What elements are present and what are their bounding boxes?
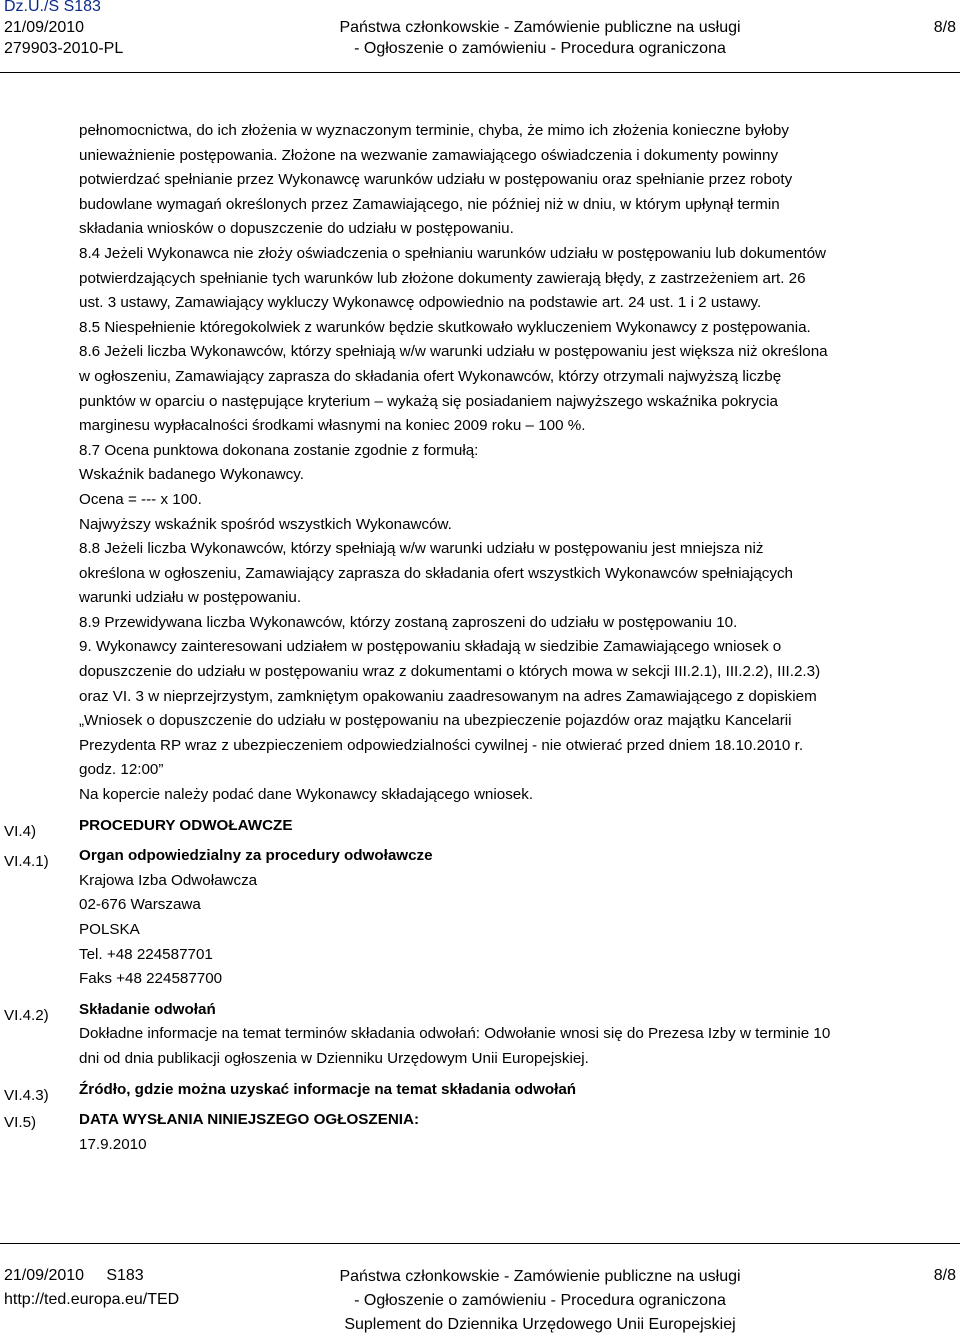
body-line: potwierdzać spełnianie przez Wykonawcę warunków udziału w postępowaniu oraz spełnianie przez roboty: [79, 171, 793, 189]
body-line: składania wniosków o dopuszczenie do udziału w postępowaniu.: [79, 220, 514, 238]
page-header: [0, 0, 960, 72]
body-line: dopuszczenie do udziału w postępowaniu wraz z dokumentami o których mowa w sekcji III.2.1), III.2.2), III.2.3): [79, 663, 821, 681]
header-title: [300, 17, 780, 59]
body-line: 8.9 Przewidywana liczba Wykonawców, którzy zostaną zaproszeni do udziału w postępowaniu 10.: [79, 613, 738, 631]
header-left: [4, 0, 123, 59]
body-line: pełnomocnictwa, do ich złożenia w wyznaczonym terminie, chyba, że mimo ich złożenia konieczne byłoby: [79, 122, 789, 139]
header-title-line2: - Ogłoszenie o zamówieniu - Procedura ograniczona: [354, 40, 726, 57]
section-label-vi5: VI.5): [4, 1114, 37, 1131]
journal-ref: Dz.U./S S183: [4, 0, 101, 15]
section-title-vi4: PROCEDURY ODWOŁAWCZE: [79, 816, 293, 834]
body-line: punktów w oparciu o następujące kryterium – wykażą się posiadaniem najwyższego wskaźnika pokrycia: [79, 392, 778, 410]
body-line: Najwyższy wskaźnik spośród wszystkich Wykonawców.: [79, 515, 452, 533]
page-footer: [0, 1243, 960, 1334]
section-label-vi4: VI.4): [4, 823, 37, 840]
body-line: budowlane wymagań określonych przez Zamawiającego, nie później niż w dniu, w którym upłynął termin: [79, 195, 780, 213]
footer-title-line1: Państwa członkowskie - Zamówienie publiczne na usługi: [339, 1268, 741, 1285]
body-line: Ocena = --- x 100.: [79, 490, 202, 508]
dispatch-date: 17.9.2010: [79, 1135, 147, 1153]
body-line: 8.4 Jeżeli Wykonawca nie złoży oświadczenia o spełnianiu warunków udziału w postępowaniu lub dokumentów: [79, 244, 826, 262]
appeal-body-phone: Tel. +48 224587701: [79, 945, 213, 963]
body-line: godz. 12:00”: [79, 761, 164, 779]
body-line: 8.8 Jeżeli liczba Wykonawców, którzy spełniają w/w warunki udziału w postępowaniu jest mniejsza niż: [79, 540, 764, 558]
header-page-number: 8/8: [933, 19, 956, 36]
section-title-vi42: Składanie odwołań: [79, 1000, 216, 1018]
body-line: określona w ogłoszeniu, Zamawiający zaprasza do składania ofert wszystkich Wykonawców spełniających: [79, 564, 793, 582]
body-line: Na kopercie należy podać dane Wykonawcy składającego wniosek.: [79, 786, 534, 804]
body-line: potwierdzających spełnianie tych warunków lub złożone dokumenty zawierają błędy, z zastrzeżeniem art. 26: [79, 269, 806, 287]
footer-title-line3: Suplement do Dziennika Urzędowego Unii Europejskiej: [344, 1316, 736, 1333]
appeal-body-city: 02-676 Warszawa: [79, 896, 201, 914]
footer-title: [300, 1265, 780, 1337]
body-line: unieważnienie postępowania. Złożone na wezwanie zamawiającego oświadczenia i dokumenty powinny: [79, 146, 779, 164]
section-label-vi42: VI.4.2): [4, 1007, 49, 1024]
body-line: 8.6 Jeżeli liczba Wykonawców, którzy spełniają w/w warunki udziału w postępowaniu jest większa niż określona: [79, 343, 828, 361]
footer-title-line2: - Ogłoszenie o zamówieniu - Procedura ograniczona: [354, 1292, 726, 1309]
body-line: marginesu wypłacalności środkami własnymi na koniec 2009 roku – 100 %.: [79, 417, 586, 435]
body-line: w ogłoszeniu, Zamawiający zaprasza do składania ofert Wykonawców, którzy otrzymali najwyższą liczbę: [79, 367, 782, 385]
appeal-body-country: POLSKA: [79, 921, 140, 938]
appeal-body-name: Krajowa Izba Odwoławcza: [79, 871, 258, 889]
header-divider: [0, 72, 960, 73]
notice-body: [79, 119, 957, 1157]
appeal-body-fax: Faks +48 224587700: [79, 970, 223, 988]
footer-left-top: [4, 1265, 144, 1286]
footer-issue: S183: [106, 1267, 144, 1284]
section-label-vi43: VI.4.3): [4, 1087, 49, 1104]
body-line: 8.7 Ocena punktowa dokonana zostanie zgodnie z formułą:: [79, 441, 479, 459]
footer-divider: [0, 1243, 960, 1244]
section-title-vi43: Źródło, gdzie można uzyskać informacje na temat składania odwołań: [79, 1080, 577, 1098]
footer-date: 21/09/2010: [4, 1267, 85, 1284]
appeal-info-line: dni od dnia publikacji ogłoszenia w Dzienniku Urzędowym Unii Europejskiej.: [79, 1049, 589, 1067]
notice-ref: 279903-2010-PL: [4, 40, 124, 57]
body-line: oraz VI. 3 w nieprzejrzystym, zamkniętym opakowaniu zaadresowanym na adres Zamawiającego z dopiskiem: [79, 687, 817, 705]
body-line: 9. Wykonawcy zainteresowani udziałem w postępowaniu składają w siedzibie Zamawiającego wniosek o: [79, 638, 782, 656]
appeal-info-line: Dokładne informacje na temat terminów składania odwołań: Odwołanie wnosi się do Prezesa Izby w terminie 10: [79, 1025, 831, 1043]
section-title-vi5: DATA WYSŁANIA NINIEJSZEGO OGŁOSZENIA:: [79, 1111, 420, 1129]
body-line: 8.5 Niespełnienie któregokolwiek z warunków będzie skutkowało wykluczeniem Wykonawcy z postępowania.: [79, 318, 811, 336]
body-line: Prezydenta RP wraz z ubezpieczeniem odpowiedzialności cywilnej - nie otwierać przed dniem 18.10.2010 r.: [79, 736, 804, 754]
footer-url[interactable]: http://ted.europa.eu/TED: [4, 1291, 180, 1308]
header-title-line1: Państwa członkowskie - Zamówienie publiczne na usługi: [339, 19, 741, 36]
body-line: ust. 3 ustawy, Zamawiający wykluczy Wykonawcę odpowiednio na podstawie art. 24 ust. 1 i 2 ustawy.: [79, 294, 762, 312]
body-line: „Wniosek o dopuszczenie do udziału w postępowaniu na ubezpieczenie pojazdów oraz majątku Kancelarii: [79, 712, 792, 730]
section-title-vi41: Organ odpowiedzialny za procedury odwoławcze: [79, 847, 433, 865]
section-label-vi41: VI.4.1): [4, 853, 49, 870]
body-line: Wskaźnik badanego Wykonawcy.: [79, 466, 304, 484]
body-line: warunki udziału w postępowaniu.: [79, 589, 302, 607]
header-date: 21/09/2010: [4, 19, 85, 36]
footer-page-number: 8/8: [933, 1267, 956, 1284]
